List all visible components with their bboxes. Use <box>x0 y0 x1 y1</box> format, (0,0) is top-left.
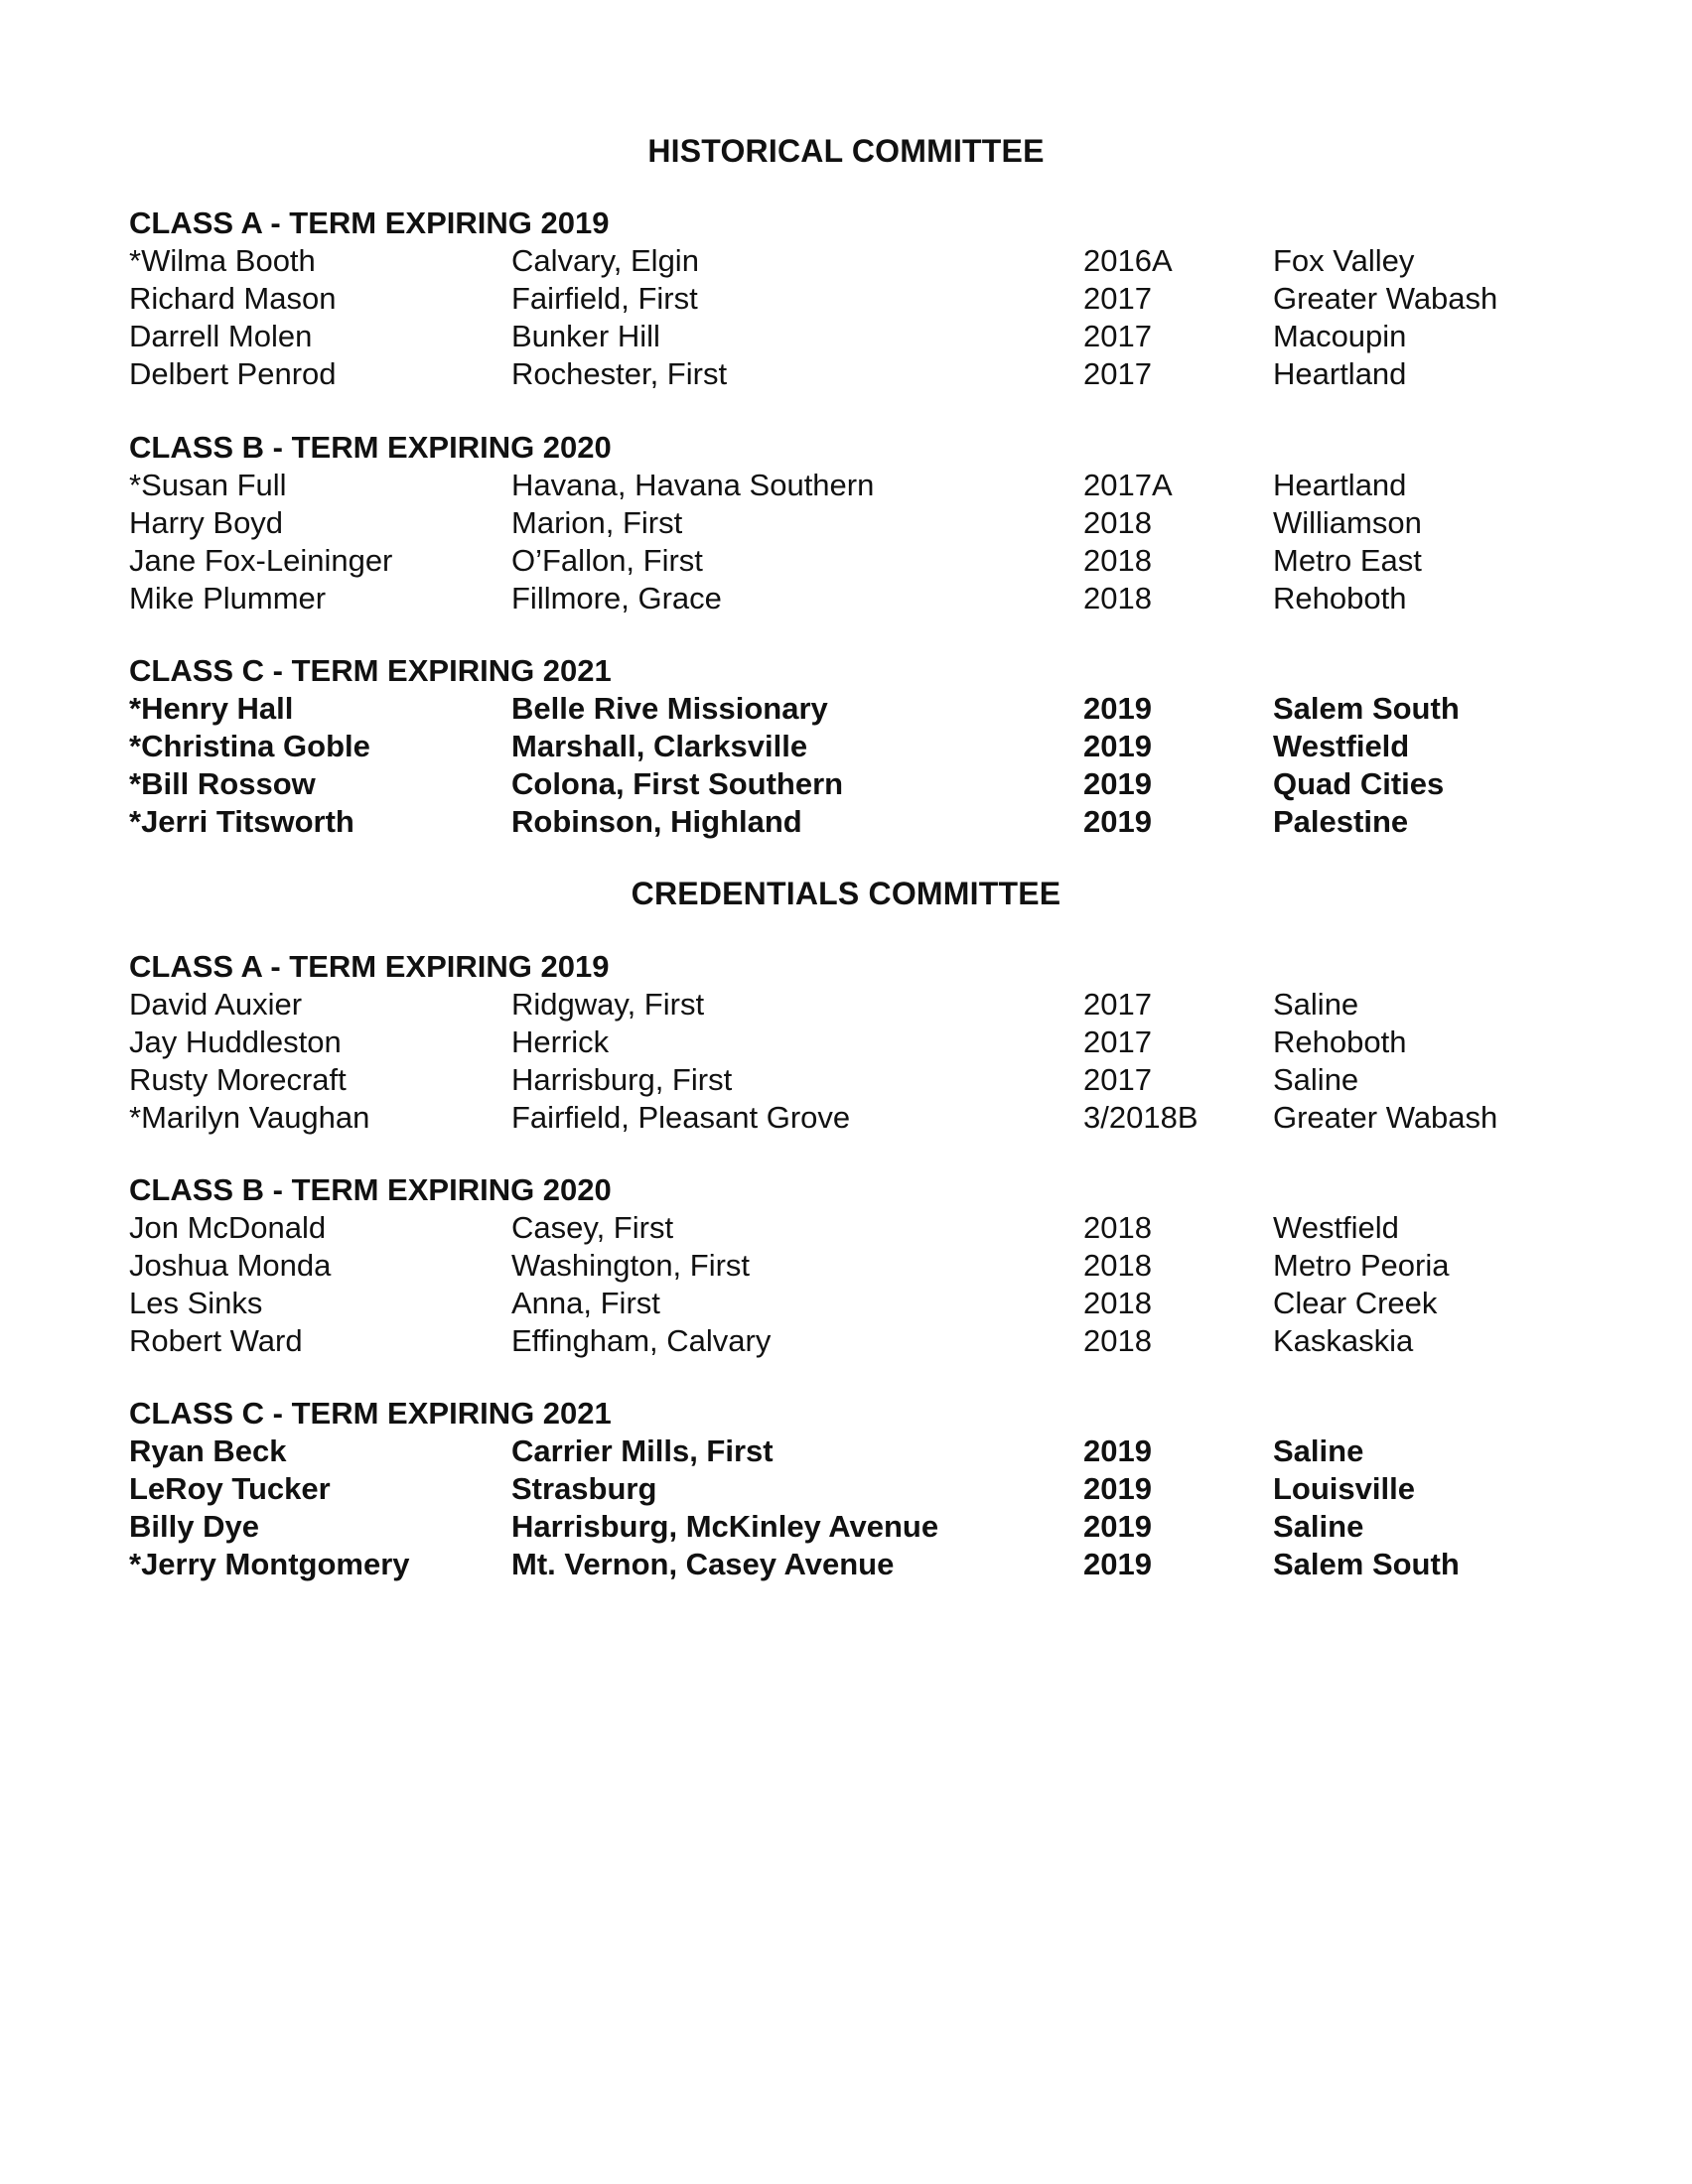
member-church: Fairfield, First <box>511 281 698 316</box>
member-name: *Wilma Booth <box>129 243 316 278</box>
member-row <box>0 1322 1692 1360</box>
member-row <box>0 242 1692 280</box>
member-row <box>0 765 1692 803</box>
member-year: 2019 <box>1083 1509 1152 1544</box>
member-association: Westfield <box>1273 1210 1399 1245</box>
class-heading: CLASS A - TERM EXPIRING 2019 <box>129 205 610 240</box>
member-church: Havana, Havana Southern <box>511 468 875 502</box>
member-association: Salem South <box>1273 1547 1460 1581</box>
member-church: Marshall, Clarksville <box>511 729 808 763</box>
member-name: *Henry Hall <box>129 691 294 726</box>
member-church: Calvary, Elgin <box>511 243 699 278</box>
member-association: Metro East <box>1273 543 1422 578</box>
member-association: Clear Creek <box>1273 1286 1438 1320</box>
member-name: LeRoy Tucker <box>129 1471 331 1506</box>
member-row <box>0 1508 1692 1546</box>
member-church: O’Fallon, First <box>511 543 703 578</box>
member-row <box>0 1209 1692 1247</box>
member-row <box>0 318 1692 355</box>
member-name: Ryan Beck <box>129 1433 287 1468</box>
member-name: *Marilyn Vaughan <box>129 1100 370 1135</box>
member-church: Ridgway, First <box>511 987 705 1022</box>
member-row <box>0 542 1692 580</box>
member-row <box>0 1247 1692 1285</box>
member-row <box>0 1061 1692 1099</box>
member-association: Macoupin <box>1273 319 1407 353</box>
member-church: Belle Rive Missionary <box>511 691 828 726</box>
member-church: Robinson, Highland <box>511 804 802 839</box>
member-year: 2018 <box>1083 1248 1152 1283</box>
member-name: Billy Dye <box>129 1509 259 1544</box>
member-year: 2017 <box>1083 1024 1152 1059</box>
member-church: Colona, First Southern <box>511 766 844 801</box>
member-row <box>0 1099 1692 1137</box>
member-row <box>0 803 1692 841</box>
member-association: Greater Wabash <box>1273 1100 1498 1135</box>
class-heading: CLASS B - TERM EXPIRING 2020 <box>129 1172 612 1207</box>
member-association: Westfield <box>1273 729 1410 763</box>
member-association: Heartland <box>1273 356 1407 391</box>
member-church: Rochester, First <box>511 356 728 391</box>
member-church: Fillmore, Grace <box>511 581 722 615</box>
member-association: Kaskaskia <box>1273 1323 1414 1358</box>
member-year: 2019 <box>1083 804 1152 839</box>
member-row <box>0 504 1692 542</box>
member-name: *Jerri Titsworth <box>129 804 354 839</box>
member-year: 2019 <box>1083 1433 1152 1468</box>
member-row <box>0 1546 1692 1583</box>
member-row <box>0 728 1692 765</box>
member-name: Rusty Morecraft <box>129 1062 347 1097</box>
member-church: Harrisburg, McKinley Avenue <box>511 1509 939 1544</box>
member-year: 2019 <box>1083 1547 1152 1581</box>
member-name: Darrell Molen <box>129 319 313 353</box>
member-row <box>0 986 1692 1024</box>
member-year: 2018 <box>1083 543 1152 578</box>
member-church: Casey, First <box>511 1210 674 1245</box>
member-name: Jane Fox-Leininger <box>129 543 393 578</box>
member-association: Greater Wabash <box>1273 281 1498 316</box>
member-association: Rehoboth <box>1273 581 1407 615</box>
member-year: 2017 <box>1083 987 1152 1022</box>
member-church: Strasburg <box>511 1471 657 1506</box>
member-year: 3/2018B <box>1083 1100 1198 1135</box>
member-year: 2019 <box>1083 729 1152 763</box>
member-name: Delbert Penrod <box>129 356 337 391</box>
member-association: Saline <box>1273 987 1359 1022</box>
class-heading: CLASS B - TERM EXPIRING 2020 <box>129 430 612 465</box>
member-row <box>0 1470 1692 1508</box>
member-row <box>0 690 1692 728</box>
member-association: Palestine <box>1273 804 1409 839</box>
member-year: 2017 <box>1083 319 1152 353</box>
member-row <box>0 1285 1692 1322</box>
member-church: Harrisburg, First <box>511 1062 733 1097</box>
member-association: Fox Valley <box>1273 243 1415 278</box>
member-name: Joshua Monda <box>129 1248 332 1283</box>
member-year: 2018 <box>1083 1323 1152 1358</box>
member-church: Anna, First <box>511 1286 660 1320</box>
member-year: 2017A <box>1083 468 1173 502</box>
member-row <box>0 1024 1692 1061</box>
member-name: Richard Mason <box>129 281 337 316</box>
member-name: Les Sinks <box>129 1286 263 1320</box>
member-name: Mike Plummer <box>129 581 327 615</box>
member-church: Bunker Hill <box>511 319 660 353</box>
member-church: Effingham, Calvary <box>511 1323 772 1358</box>
member-name: Harry Boyd <box>129 505 284 540</box>
member-association: Louisville <box>1273 1471 1415 1506</box>
member-row <box>0 280 1692 318</box>
member-association: Heartland <box>1273 468 1407 502</box>
class-heading: CLASS C - TERM EXPIRING 2021 <box>129 1396 612 1431</box>
member-association: Saline <box>1273 1433 1364 1468</box>
member-row <box>0 580 1692 617</box>
member-association: Saline <box>1273 1509 1364 1544</box>
class-heading: CLASS A - TERM EXPIRING 2019 <box>129 949 610 984</box>
member-name: Jay Huddleston <box>129 1024 342 1059</box>
member-association: Metro Peoria <box>1273 1248 1450 1283</box>
member-year: 2017 <box>1083 1062 1152 1097</box>
member-year: 2019 <box>1083 766 1152 801</box>
member-name: Jon McDonald <box>129 1210 327 1245</box>
member-year: 2019 <box>1083 1471 1152 1506</box>
member-year: 2017 <box>1083 281 1152 316</box>
member-row <box>0 355 1692 393</box>
member-year: 2019 <box>1083 691 1152 726</box>
member-year: 2016A <box>1083 243 1173 278</box>
member-year: 2018 <box>1083 1286 1152 1320</box>
member-row <box>0 1433 1692 1470</box>
member-church: Herrick <box>511 1024 610 1059</box>
member-year: 2018 <box>1083 505 1152 540</box>
committee-title: CREDENTIALS COMMITTEE <box>631 876 1061 911</box>
member-name: *Susan Full <box>129 468 287 502</box>
member-name: *Jerry Montgomery <box>129 1547 410 1581</box>
member-church: Mt. Vernon, Casey Avenue <box>511 1547 895 1581</box>
member-association: Rehoboth <box>1273 1024 1407 1059</box>
member-name: *Bill Rossow <box>129 766 316 801</box>
member-name: David Auxier <box>129 987 303 1022</box>
member-church: Marion, First <box>511 505 683 540</box>
member-year: 2018 <box>1083 1210 1152 1245</box>
member-church: Fairfield, Pleasant Grove <box>511 1100 851 1135</box>
member-year: 2017 <box>1083 356 1152 391</box>
member-association: Salem South <box>1273 691 1460 726</box>
member-church: Washington, First <box>511 1248 751 1283</box>
member-row <box>0 467 1692 504</box>
member-name: *Christina Goble <box>129 729 370 763</box>
member-association: Saline <box>1273 1062 1359 1097</box>
member-association: Williamson <box>1273 505 1422 540</box>
member-year: 2018 <box>1083 581 1152 615</box>
member-church: Carrier Mills, First <box>511 1433 774 1468</box>
class-heading: CLASS C - TERM EXPIRING 2021 <box>129 653 612 688</box>
member-name: Robert Ward <box>129 1323 303 1358</box>
member-association: Quad Cities <box>1273 766 1445 801</box>
committee-title: HISTORICAL COMMITTEE <box>647 133 1045 169</box>
